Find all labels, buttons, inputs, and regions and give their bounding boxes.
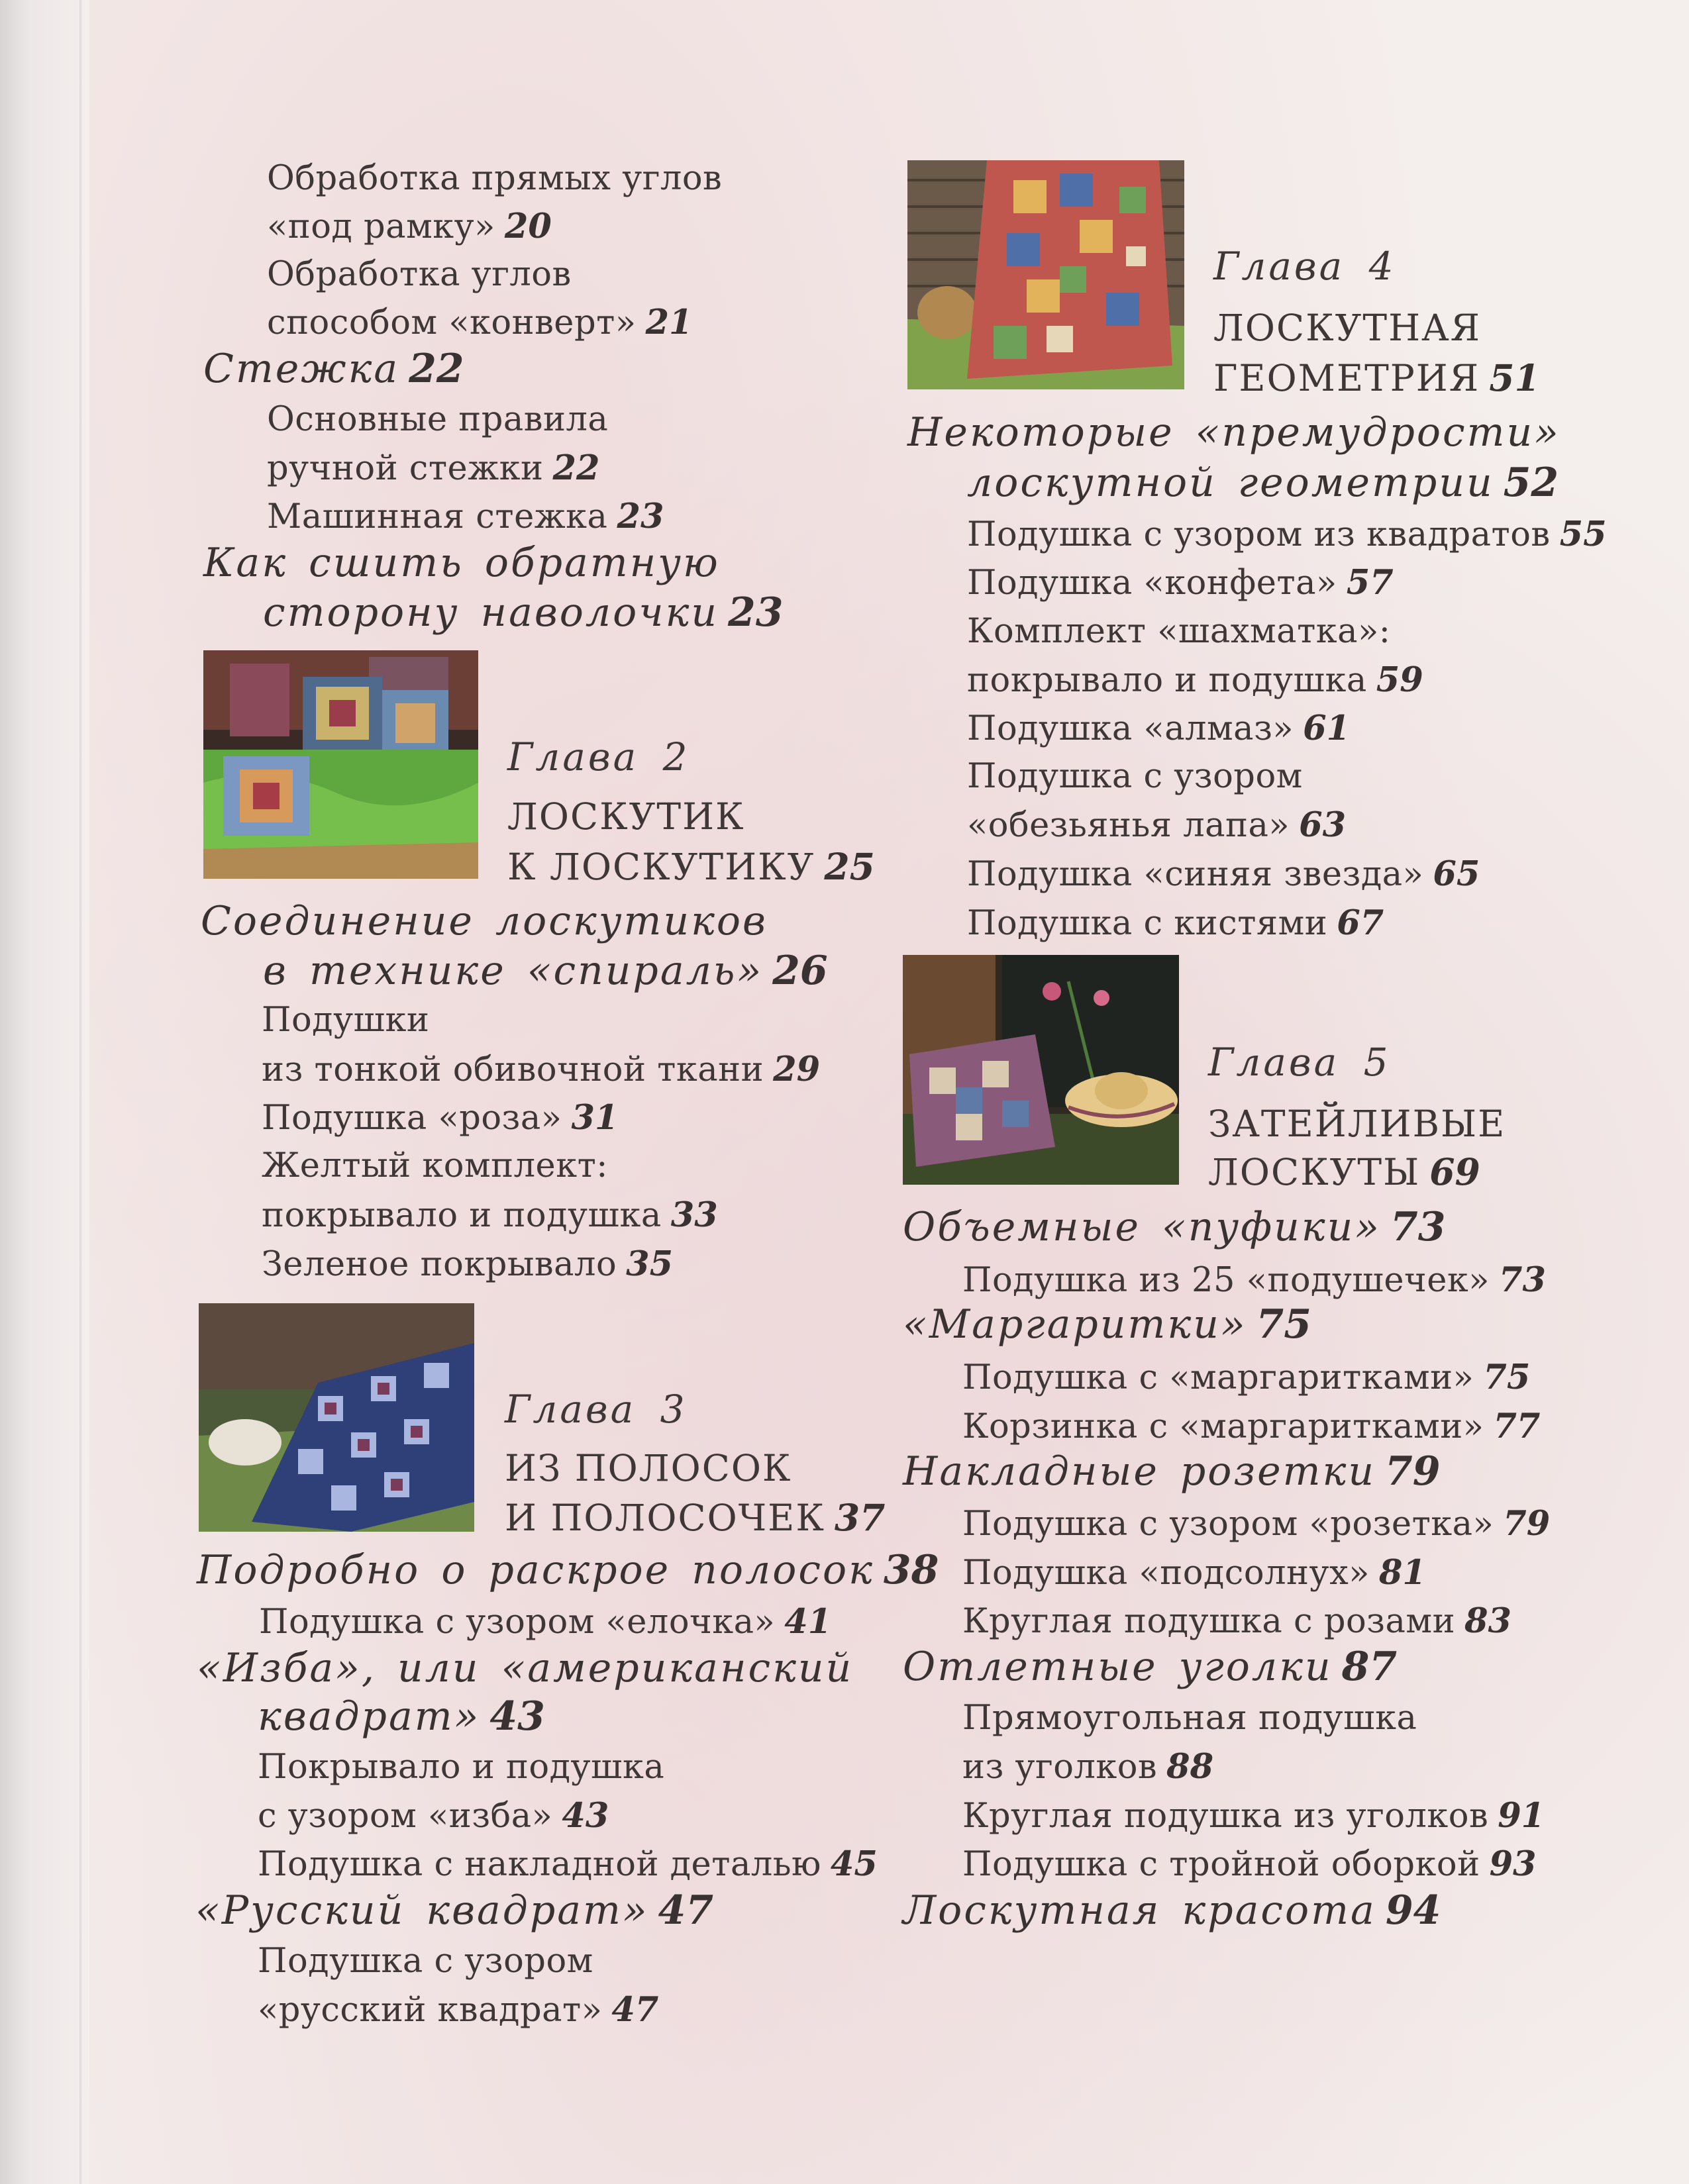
page-number: 38 <box>883 1547 939 1593</box>
chapter-2-title[interactable]: ЛОСКУТИК <box>507 795 745 838</box>
page-number: 75 <box>1256 1301 1312 1348</box>
chapter-3-title[interactable]: И ПОЛОСОЧЕК 37 <box>505 1496 886 1539</box>
page-number: 31 <box>571 1098 619 1138</box>
toc-section[interactable]: Лоскутная красота 94 <box>903 1887 1441 1934</box>
page-number: 25 <box>824 845 875 888</box>
toc-entry[interactable]: из тонкой обивочной ткани 29 <box>262 1050 821 1089</box>
page-number: 41 <box>784 1602 832 1642</box>
chapter-5-label: Глава 5 <box>1208 1040 1391 1085</box>
page-number: 37 <box>834 1496 886 1539</box>
toc-section[interactable]: Некоторые «премудрости» <box>907 409 1561 456</box>
toc-entry[interactable]: Зеленое покрывало 35 <box>262 1244 674 1284</box>
book-gutter <box>0 0 89 2184</box>
toc-entry[interactable]: Подушка с узором «елочка» 41 <box>259 1602 832 1642</box>
page-number: 81 <box>1378 1553 1426 1593</box>
toc-entry[interactable]: Подушка с накладной деталью 45 <box>258 1844 878 1884</box>
page-number: 23 <box>728 589 784 636</box>
page-number: 45 <box>830 1844 878 1884</box>
toc-entry[interactable]: Подушка с кистями 67 <box>967 903 1384 943</box>
page-number: 79 <box>1385 1448 1441 1495</box>
toc-entry[interactable]: покрывало и подушка 33 <box>262 1195 718 1235</box>
toc-entry[interactable]: Круглая подушка из уголков 91 <box>962 1796 1545 1836</box>
toc-entry[interactable]: Основные правила <box>267 400 609 439</box>
chapter-5-title[interactable]: ЗАТЕЙЛИВЫЕ <box>1208 1103 1506 1145</box>
toc-entry[interactable]: Подушка «алмаз» 61 <box>967 709 1351 748</box>
toc-entry[interactable]: Покрывало и подушка <box>258 1748 665 1787</box>
toc-entry[interactable]: Прямоугольная подушка <box>962 1699 1417 1738</box>
page-number: 23 <box>617 497 664 536</box>
page-number: 61 <box>1303 709 1351 748</box>
toc-entry[interactable]: Подушка «синяя звезда» 65 <box>967 854 1480 894</box>
toc-entry[interactable]: «обезьянья лапа» 63 <box>967 805 1347 845</box>
toc-section[interactable]: Отлетные уголки 87 <box>903 1644 1398 1690</box>
toc-entry[interactable]: Подушка с узором <box>967 757 1303 796</box>
toc-entry[interactable]: покрывало и подушка 59 <box>967 660 1423 700</box>
toc-entry[interactable]: Подушка из 25 «подушечек» 73 <box>962 1260 1546 1300</box>
page-number: 94 <box>1385 1887 1441 1934</box>
chapter-2-title[interactable]: К ЛОСКУТИКУ 25 <box>507 845 875 888</box>
page-number: 57 <box>1346 563 1394 603</box>
toc-entry[interactable]: Желтый комплект: <box>262 1146 608 1185</box>
chapter-5-photo <box>903 955 1179 1185</box>
page-number: 83 <box>1464 1601 1512 1641</box>
page-number: 55 <box>1559 515 1607 554</box>
chapter-5-title[interactable]: ЛОСКУТЫ 69 <box>1208 1150 1480 1193</box>
chapter-4-label: Глава 4 <box>1213 244 1396 289</box>
page-number: 22 <box>409 346 464 392</box>
toc-section-continued[interactable]: лоскутной геометрии 52 <box>967 460 1559 506</box>
toc-section[interactable]: Накладные розетки 79 <box>903 1448 1441 1495</box>
toc-section[interactable]: Стежка 22 <box>203 346 464 392</box>
page-number: 88 <box>1166 1747 1214 1787</box>
toc-section[interactable]: «Русский квадрат» 47 <box>195 1887 714 1934</box>
toc-entry[interactable]: Подушка «подсолнух» 81 <box>962 1553 1426 1593</box>
chapter-3-label: Глава 3 <box>505 1387 688 1432</box>
toc-entry[interactable]: Подушка «конфета» 57 <box>967 563 1394 603</box>
toc-entry[interactable]: Подушка с узором из квадратов 55 <box>967 515 1607 554</box>
page-number: 79 <box>1503 1504 1551 1544</box>
page-number: 47 <box>611 1990 659 2030</box>
toc-entry[interactable]: Обработка углов <box>267 255 572 294</box>
page-number: 93 <box>1489 1844 1537 1884</box>
page-number: 26 <box>772 948 828 994</box>
page-number: 52 <box>1503 460 1559 506</box>
toc-section-continued[interactable]: в технике «спираль» 26 <box>263 948 828 994</box>
page-number: 43 <box>562 1796 609 1836</box>
toc-entry[interactable]: «под рамку» 20 <box>267 207 552 246</box>
page-number: 47 <box>658 1887 714 1934</box>
toc-entry[interactable]: «русский квадрат» 47 <box>258 1990 659 2030</box>
toc-entry[interactable]: способом «конверт» 21 <box>267 303 693 342</box>
chapter-2-photo <box>203 650 478 879</box>
toc-section[interactable]: «Изба», или «американский <box>197 1645 854 1691</box>
toc-entry[interactable]: ручной стежки 22 <box>267 448 600 488</box>
page-number: 51 <box>1489 356 1540 399</box>
chapter-2-label: Глава 2 <box>507 734 690 779</box>
toc-section[interactable]: «Маргаритки» 75 <box>903 1301 1312 1348</box>
chapter-3-photo <box>199 1303 474 1532</box>
toc-section[interactable]: Как сшить обратную <box>203 540 720 586</box>
chapter-4-title[interactable]: ГЕОМЕТРИЯ 51 <box>1213 356 1540 399</box>
page-number: 91 <box>1498 1796 1545 1836</box>
page-number: 67 <box>1337 903 1384 943</box>
page-number: 73 <box>1390 1204 1446 1250</box>
toc-entry[interactable]: с узором «изба» 43 <box>258 1796 609 1836</box>
page-number: 33 <box>670 1195 718 1235</box>
page-number: 63 <box>1299 805 1347 845</box>
toc-entry[interactable]: Подушки <box>262 1001 430 1040</box>
toc-section[interactable]: Соединение лоскутиков <box>201 898 768 944</box>
toc-entry[interactable]: Корзинка с «маргаритками» 77 <box>962 1407 1541 1446</box>
toc-entry[interactable]: Обработка прямых углов <box>267 159 723 198</box>
toc-entry[interactable]: Комплект «шахматка»: <box>967 612 1391 651</box>
page-number: 75 <box>1483 1358 1531 1397</box>
toc-section-continued[interactable]: квадрат» 43 <box>258 1693 545 1740</box>
page-number: 59 <box>1376 660 1423 700</box>
toc-entry[interactable]: Подушка с узором «розетка» 79 <box>962 1504 1551 1544</box>
toc-section-continued[interactable]: сторону наволочки 23 <box>263 589 784 636</box>
toc-entry[interactable]: Подушка «роза» 31 <box>262 1098 619 1138</box>
page-number: 69 <box>1429 1150 1480 1193</box>
chapter-4-title[interactable]: ЛОСКУТНАЯ <box>1213 307 1482 349</box>
chapter-4-photo <box>907 160 1184 389</box>
toc-section[interactable]: Подробно о раскрое полосок 38 <box>197 1547 939 1593</box>
toc-section[interactable]: Объемные «пуфики» 73 <box>903 1204 1446 1250</box>
chapter-3-title[interactable]: ИЗ ПОЛОСОК <box>505 1447 792 1489</box>
page-number: 35 <box>626 1244 674 1284</box>
toc-entry[interactable]: Подушка с «маргаритками» 75 <box>962 1358 1531 1397</box>
toc-entry[interactable]: Подушка с тройной оборкой 93 <box>962 1844 1537 1884</box>
page-number: 22 <box>552 448 600 488</box>
toc-entry[interactable]: Машинная стежка 23 <box>267 497 664 536</box>
gutter-fold-line <box>79 0 81 2184</box>
toc-entry[interactable]: из уголков 88 <box>962 1747 1214 1787</box>
toc-entry[interactable]: Круглая подушка с розами 83 <box>962 1601 1512 1641</box>
page-number: 87 <box>1341 1644 1398 1690</box>
page-number: 73 <box>1499 1260 1546 1300</box>
page-number: 43 <box>489 1693 545 1740</box>
page-number: 77 <box>1493 1407 1541 1446</box>
page-number: 65 <box>1433 854 1480 894</box>
page-number: 29 <box>773 1050 821 1089</box>
page-number: 20 <box>504 207 552 246</box>
page-number: 21 <box>645 303 693 342</box>
toc-entry[interactable]: Подушка с узором <box>258 1942 593 1981</box>
